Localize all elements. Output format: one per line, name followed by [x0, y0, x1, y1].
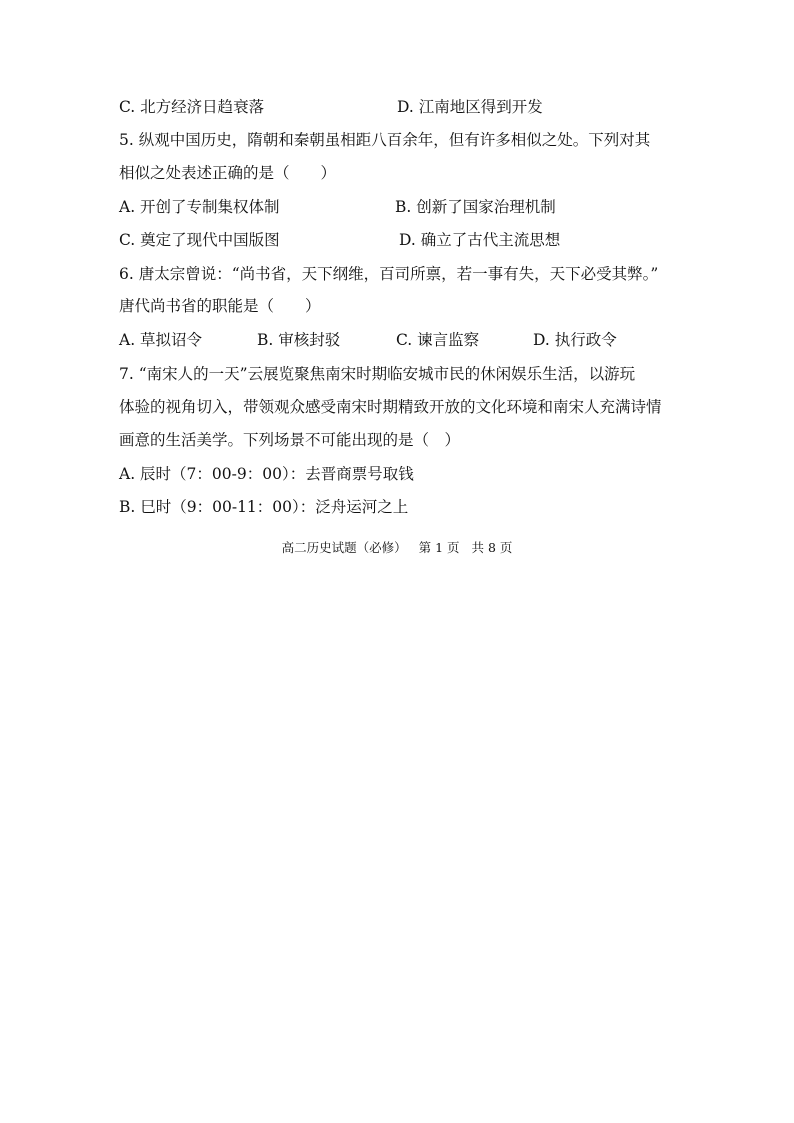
- q4-option-d: D. 江南地区得到开发: [397, 98, 543, 116]
- q6-stem-line1: 6. 唐太宗曾说：“尚书省，天下纲维，百司所禀，若一事有失，天下必受其弊。”: [119, 265, 659, 283]
- q6-options-row: [119, 330, 617, 350]
- q7-stem-line2: 体验的视角切入，带领观众感受南宋时期精致开放的文化环境和南宋人充满诗情: [119, 398, 662, 416]
- page-footer: [0, 540, 794, 556]
- q7-stem-line1: 7. “南宋人的一天”云展览聚焦南宋时期临安城市民的休闲娱乐生活，以游玩: [119, 365, 636, 383]
- q5-option-b: B. 创新了国家治理机制: [395, 198, 556, 216]
- q5-stem-line2: 相似之处表述正确的是（ ）: [119, 164, 337, 182]
- footer-page-number: 第 1 页: [418, 540, 460, 555]
- q6-option-b: B. 审核封驳: [257, 331, 341, 349]
- q7-option-b: B. 巳时（9：00-11：00）：泛舟运河之上: [119, 498, 409, 516]
- q5-option-d: D. 确立了古代主流思想: [399, 231, 561, 249]
- footer-exam-title: 高二历史试题（必修）: [281, 540, 407, 555]
- q6-option-d: D. 执行政令: [533, 331, 617, 349]
- q6-stem-line2: 唐代尚书省的职能是（ ）: [119, 297, 321, 315]
- q6-option-c: C. 谏言监察: [396, 331, 480, 349]
- q4-option-c: C. 北方经济日趋衰落: [119, 98, 265, 116]
- q5-option-c: C. 奠定了现代中国版图: [119, 231, 280, 249]
- q4-options-row: [119, 97, 543, 117]
- q7-option-a: A. 辰时（7：00-9：00）：去晋商票号取钱: [119, 465, 414, 483]
- q5-options-row2: [119, 230, 561, 250]
- q5-options-row1: [119, 197, 556, 217]
- footer-total-pages: 共 8 页: [471, 540, 513, 555]
- q6-option-a: A. 草拟诏令: [119, 331, 203, 349]
- q5-stem-line1: 5. 纵观中国历史，隋朝和秦朝虽相距八百余年，但有许多相似之处。下列对其: [119, 131, 651, 149]
- q5-option-a: A. 开创了专制集权体制: [119, 198, 280, 216]
- q7-stem-line3: 画意的生活美学。下列场景不可能出现的是（ ）: [119, 431, 461, 449]
